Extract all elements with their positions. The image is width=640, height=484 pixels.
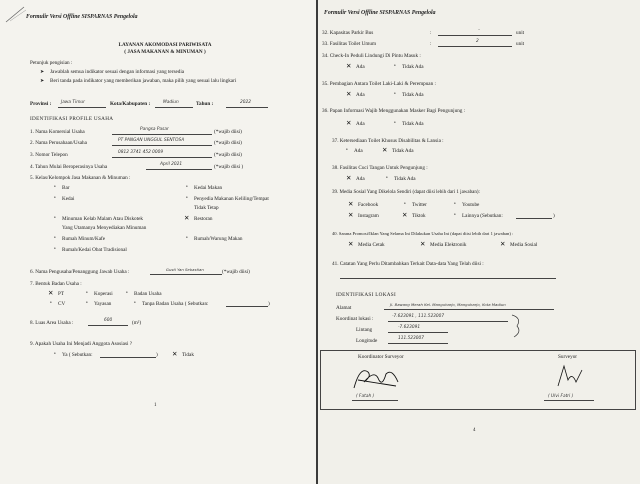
option-cv[interactable]: CV: [58, 301, 66, 307]
option-lainnya[interactable]: Lainnya (Sebutkan:: [462, 213, 503, 219]
q40-label: 40. Sarana Promosi/Iklan Yang Selama Ini Dilakukan Usaha Ini (dapat diisi lebih dari 1 jawaban) :: [332, 231, 514, 236]
checked-x-icon: ✕: [348, 200, 354, 208]
q39-label: 39. Media Sosial Yang Dikelola Sendiri (dapat diisi lebih dari 1 jawaban):: [332, 190, 480, 195]
option-kelab-malam[interactable]: Minuman Kelab Malam Atau Diskotek: [62, 216, 143, 222]
latitude-label: Lintang: [356, 327, 373, 333]
q36-option-tidak-ada[interactable]: Tidak Ada: [402, 121, 424, 127]
q6-line: [150, 274, 222, 275]
address-label: Alamat: [336, 305, 352, 311]
q4-line: [146, 169, 212, 170]
latitude-line: [388, 332, 448, 333]
q33-line: [438, 46, 512, 47]
province-value[interactable]: Jawa Timur: [61, 100, 85, 105]
q34-option-ada[interactable]: Ada: [356, 64, 365, 70]
checked-x-icon: ✕: [382, 146, 388, 154]
checked-x-icon: ✕: [172, 350, 178, 358]
q35-option-ada[interactable]: Ada: [356, 92, 365, 98]
q37-option-tidak-ada[interactable]: Tidak Ada: [392, 148, 414, 154]
q6-value[interactable]: Gusti Yan Sebastian: [166, 267, 204, 272]
city-line: [155, 107, 193, 108]
document-page-left: Formulir Versi Offline SISPARNAS Pengelola LAYANAN AKOMODASI PARIWISATA ( JASA MAKANAN & MINUMAN ) Petunjuk pengisian : ➤ Jawablah semua indikator sesuai dengan informasi yang tersedia ➤ Beri tanda pada indikator yang memberikan jawaban, maka pilih yang sesuai lalu lingkari Provinsi : Jawa Timur Kota/Kabupaten : Madiun Tahun : 2022 IDENTIFIKASI PROFILE USAHA 1. Nama Komersial Usaha Pangsa Pasar (*wajib diisi) 2. Nama Perusahaan/Usaha PT PANGAN UNGGUL SENTOSA (*wajib diisi) 3. Nomor Telepon 0812 3741 452 0009 (*wajib diisi) 4. Tahun Mulai Beroperasinya Usaha April 2021 (*wajib diisi ) 5. Kelas/Kelompok Jasa Makanan & Minuman : • Bar • Kedai • Kedai Makan • Penyedia Makanan Keliling/Tempat Tidak Tetap • Minuman Kelab Malam Atau Diskotek Yang Utamanya Menyediakan Minuman ✕ Restoran • Rumah Minum/Kafe • Rumah/Warung Makan • Rumah/Kedai Obat Tradisional 6. Nama Pengusaha/Penanggung Jawab Usaha : Gusti Yan Sebastian (*wajib diisi) 7. Bentuk Badan Usaha : ✕ PT • Koperasi • Badan Usaha • CV • Yayasan • Tanpa Badan Usaha ( Sebutkan: ) 8. Luas Area Usaha : 600 (m²) 9. Apakah Usaha Ini Menjadi Anggota Asosiasi ? • Ya ( Sebutkan: ) ✕ Tidak 1: [0, 0, 316, 484]
q1-value[interactable]: Pangsa Pasar: [140, 127, 169, 132]
coordinate-label: Koordinat lokasi :: [336, 316, 374, 322]
q32-unit: unit: [516, 30, 525, 36]
coordinate-value[interactable]: -7.623091 , 111.523007: [392, 314, 445, 319]
option-bar[interactable]: Bar: [62, 185, 70, 191]
section-location-title: IDENTIFIKASI LOKASI: [336, 292, 397, 298]
checked-x-icon: ✕: [402, 211, 408, 219]
coordinator-label: Koordinator Surveyor: [358, 354, 404, 360]
q36-option-ada[interactable]: Ada: [356, 121, 365, 127]
section-profile-title: IDENTIFIKASI PROFILE USAHA: [30, 116, 114, 122]
instruction-2: Beri tanda pada indikator yang memberikan jawaban, maka pilih yang sesuai lalu lingkari: [50, 78, 237, 84]
q37-label: 37. Ketersediaan Toilet Khusus Disabilitas & Lansia :: [332, 138, 444, 144]
q6-required: (*wajib diisi): [222, 269, 250, 275]
option-badan-usaha[interactable]: Badan Usaha: [134, 291, 162, 297]
option-kedai-makan[interactable]: Kedai Makan: [194, 185, 223, 191]
form-subtitle: ( JASA MAKANAN & MINUMAN ): [124, 49, 206, 55]
form-title: LAYANAN AKOMODASI PARIWISATA: [118, 42, 212, 48]
q34-option-tidak-ada[interactable]: Tidak Ada: [402, 64, 424, 70]
option-lainnya-line: [516, 218, 552, 219]
q3-required: (*wajib diisi): [214, 152, 242, 158]
option-media-elektronik[interactable]: Media Elektronik: [430, 242, 467, 248]
city-label: Kota/Kabupaten :: [110, 101, 151, 107]
option-penyedia-makanan[interactable]: Penyedia Makanan Keliling/Tempat: [194, 196, 269, 202]
q8-value[interactable]: 600: [104, 318, 113, 323]
option-restoran[interactable]: Restoran: [194, 216, 213, 222]
q3-label: 3. Nomor Telepon: [30, 152, 68, 158]
q32-value[interactable]: –: [478, 28, 481, 33]
q33-unit: unit: [516, 41, 525, 47]
q4-label: 4. Tahun Mulai Beroperasinya Usaha: [30, 164, 108, 170]
address-value[interactable]: Jl. Bawang Merah Kel. Manguharjo, Manguharjo, Kota Madiun: [390, 302, 506, 307]
option-tidak[interactable]: Tidak: [182, 352, 194, 358]
option-ya-line: [100, 357, 156, 358]
q1-label: 1. Nama Komersial Usaha: [30, 129, 85, 135]
surveyor-name-line: [544, 400, 594, 401]
q37-option-ada[interactable]: Ada: [354, 148, 363, 154]
q41-label: 41. Catatan Yang Perlu Ditambahkan Terkait Data-data Yang Telah diisi :: [332, 261, 484, 267]
option-media-sosial[interactable]: Media Sosial: [510, 242, 538, 248]
surveyor-signature: [550, 362, 590, 390]
option-instagram[interactable]: Instagram: [358, 213, 379, 219]
q36-label: 36. Papan Informasi Wajib Menggunakan Masker Bagi Pengunjung :: [322, 108, 466, 114]
form-header: Formulir Versi Offline SISPARNAS Pengelola: [26, 14, 138, 20]
surveyor-label: Surveyor: [558, 354, 578, 360]
document-page-right: Formulir Versi Offline SISPARNAS Pengelola 32. Kapasitas Parkir Bus : – unit 33. Fasilitas Toilet Umum : 2 unit 34. Check-In Peduli Lindungi Di Pintu Masuk : ✕ Ada • Tidak Ada 35. Pembagian Antara Toilet Laki-Laki & Perempuan : ✕ Ada • Tidak Ada 36. Papan Informasi Wajib Menggunakan Masker Bagi Pengunjung : ✕ Ada • Tidak Ada 37. Ketersediaan Toilet Khusus Disabilitas & Lansia : • Ada ✕ Tidak Ada 38. Fasilitas Cuci Tangan Untuk Pengunjung : ✕ Ada • Tidak Ada 39. Media Sosial Yang Dikelola Sendiri (dapat diisi lebih dari 1 jawaban): ✕ Facebook • Twitter • Youtube ✕ Instagram ✕ Tiktok • Lainnya (Sebutkan: ) 40. Sarana Promosi/Iklan Yang Selama Ini Dilakukan Usaha Ini (dapat diisi lebih dari 1 jawaban) : ✕ Media Cetak ✕ Media Elektronik ✕ Media Sosial 41. Catatan Yang Perlu Ditambahkan Terkait Data-data Yang Telah diisi : IDENTIFIKASI LOKASI Alamat Jl. Bawang Merah Kel. Manguharjo, Manguharjo, Kota Madiun Koordinat lokasi : -7.623091 , 111.523007 Lintang -7.623091 Longitude 111.523007 Koordinator Surveyor Surveyor ( Fatah ) ( Ulvi Fatri ) 4: [318, 0, 640, 484]
q33-label: 33. Fasilitas Toilet Umum: [322, 41, 377, 47]
instruction-arrow-icon: ➤: [40, 78, 45, 84]
option-ya[interactable]: Ya ( Sebutkan:: [62, 352, 93, 358]
q9-label: 9. Apakah Usaha Ini Menjadi Anggota Asosiasi ?: [30, 341, 133, 347]
q38-label: 38. Fasilitas Cuci Tangan Untuk Pengunjung :: [332, 165, 428, 171]
coordinator-name: ( Fatah ): [356, 394, 375, 399]
form-header: Formulir Versi Offline SISPARNAS Pengelola: [324, 10, 436, 16]
q3-line: [112, 157, 212, 158]
option-twitter[interactable]: Twitter: [412, 202, 427, 208]
q35-option-tidak-ada[interactable]: Tidak Ada: [402, 92, 424, 98]
checked-x-icon: ✕: [346, 174, 352, 182]
q32-line: [438, 35, 512, 36]
q2-value[interactable]: PT PANGAN UNGGUL SENTOSA: [118, 138, 185, 143]
option-pt[interactable]: PT: [58, 291, 65, 297]
pen-stroke-mark: [4, 4, 28, 24]
q2-line: [112, 145, 212, 146]
option-media-cetak[interactable]: Media Cetak: [358, 242, 385, 248]
option-facebook[interactable]: Facebook: [358, 202, 379, 208]
option-penyedia-makanan-cont: Tidak Tetap: [194, 205, 219, 211]
q2-required: (*wajib diisi): [214, 140, 242, 146]
q34-label: 34. Check-In Peduli Lindungi Di Pintu Masuk :: [322, 53, 421, 59]
address-line: [384, 309, 554, 310]
coordinator-signature: [348, 362, 408, 394]
coordinator-name-line: [352, 400, 398, 401]
coordinate-line: [388, 321, 508, 322]
latitude-value[interactable]: -7.623091: [398, 325, 421, 330]
q8-label: 8. Luas Area Usaha :: [30, 320, 74, 326]
option-koperasi[interactable]: Koperasi: [94, 291, 113, 297]
surveyor-name: ( Ulvi Fatri ): [548, 394, 574, 399]
option-rumah-obat[interactable]: Rumah/Kedai Obat Tradisional: [62, 247, 127, 253]
q1-line: [112, 134, 212, 135]
page-number: 1: [154, 403, 157, 408]
province-line: [58, 107, 106, 108]
option-tanpa-line: [226, 306, 268, 307]
q32-label: 32. Kapasitas Parkir Bus: [322, 30, 374, 36]
q4-value[interactable]: April 2021: [160, 162, 183, 167]
checked-x-icon: ✕: [346, 90, 352, 98]
instruction-arrow-icon: ➤: [40, 69, 45, 75]
checked-x-icon: ✕: [348, 211, 354, 219]
city-value[interactable]: Madiun: [163, 100, 179, 105]
checked-x-icon: ✕: [184, 214, 190, 222]
longitude-label: Longitude: [356, 338, 378, 344]
q8-line: [88, 325, 128, 326]
checked-x-icon: ✕: [346, 62, 352, 70]
instructions-label: Petunjuk pengisian :: [30, 60, 73, 66]
year-line: [226, 107, 268, 108]
q35-label: 35. Pembagian Antara Toilet Laki-Laki & Perempuan :: [322, 81, 436, 87]
q7-label: 7. Bentuk Badan Usaha :: [30, 281, 82, 287]
year-label: Tahun :: [196, 101, 214, 107]
page-number: 4: [473, 428, 476, 433]
option-tanpa-badan-usaha[interactable]: Tanpa Badan Usaha ( Sebutkan:: [142, 301, 209, 307]
checked-x-icon: ✕: [348, 240, 354, 248]
option-tiktok[interactable]: Tiktok: [412, 213, 426, 219]
longitude-value[interactable]: 111.523007: [398, 336, 424, 341]
q2-label: 2. Nama Perusahaan/Usaha: [30, 140, 87, 146]
q8-unit: (m²): [132, 320, 142, 326]
year-value[interactable]: 2022: [240, 100, 251, 105]
q5-label: 5. Kelas/Kelompok Jasa Makanan & Minuman :: [30, 175, 131, 181]
option-youtube[interactable]: Youtube: [462, 202, 480, 208]
q6-label: 6. Nama Pengusaha/Penanggung Jawab Usaha :: [30, 269, 130, 275]
q38-option-ada[interactable]: Ada: [356, 176, 365, 182]
option-yayasan[interactable]: Yayasan: [94, 301, 112, 307]
instruction-1: Jawablah semua indikator sesuai dengan informasi yang tersedia: [50, 69, 185, 75]
option-kelab-malam-cont: Yang Utamanya Menyediakan Minuman: [62, 225, 147, 231]
checked-x-icon: ✕: [48, 289, 54, 297]
q41-line[interactable]: [340, 278, 556, 279]
q3-value[interactable]: 0812 3741 452 0009: [118, 150, 164, 155]
checked-x-icon: ✕: [500, 240, 506, 248]
province-label: Provinsi :: [30, 101, 52, 107]
option-rumah-minum[interactable]: Rumah Minum/Kafe: [62, 236, 106, 242]
option-kedai[interactable]: Kedai: [62, 196, 75, 202]
handwritten-bracket-mark: [508, 312, 526, 340]
q38-option-tidak-ada[interactable]: Tidak Ada: [394, 176, 416, 182]
option-rumah-makan[interactable]: Rumah/Warung Makan: [194, 236, 243, 242]
checked-x-icon: ✕: [346, 119, 352, 127]
checked-x-icon: ✕: [420, 240, 426, 248]
q4-required: (*wajib diisi ): [214, 164, 244, 170]
q1-required: (*wajib diisi): [214, 129, 242, 135]
longitude-line: [388, 343, 448, 344]
q33-value[interactable]: 2: [476, 39, 479, 44]
